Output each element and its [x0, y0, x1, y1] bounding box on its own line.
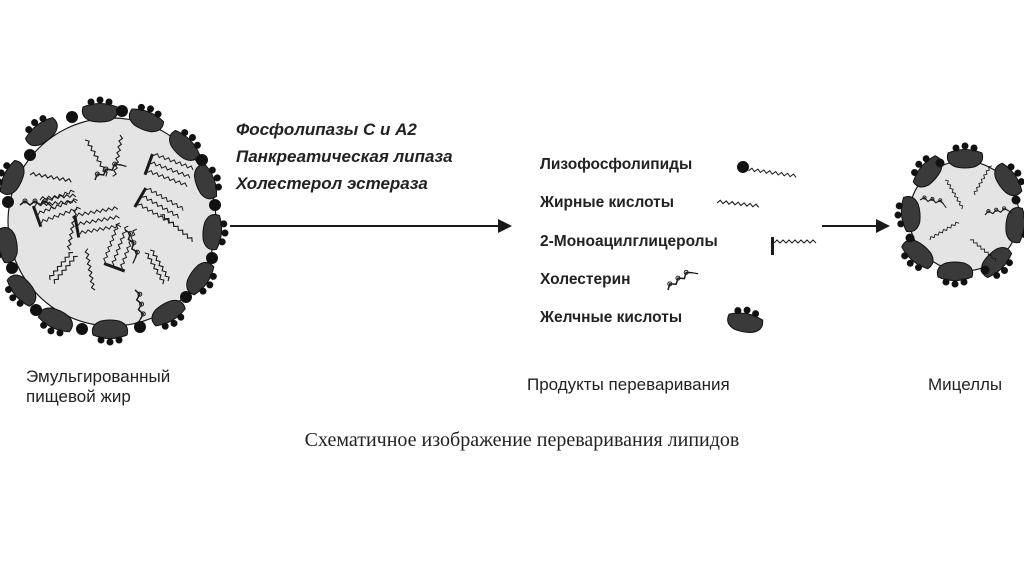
enzyme-cholesterol-esterase: Холестерол эстераза [236, 174, 428, 193]
monoacylglycerol-icon [771, 237, 816, 255]
product-lysophospholipids: Лизофосфолипиды [540, 156, 693, 173]
product-cholesterol: Холестерин [540, 271, 631, 288]
cholesterol-icon [665, 266, 699, 294]
bile-acid-icon [726, 304, 765, 335]
lysophospholipid-icon [736, 160, 797, 180]
digestion-arrow [230, 219, 512, 233]
micelle [893, 143, 1024, 288]
enzyme-list [236, 116, 536, 197]
emulsified-fat-droplet [0, 97, 230, 346]
figure-caption: Схематичное изображение переваривания липидов [304, 429, 740, 451]
product-bile-acids: Желчные кислоты [540, 309, 683, 326]
enzyme-phospholipases: Фосфолипазы С и А2 [236, 120, 417, 139]
micelles-label: Мицеллы [928, 375, 1003, 394]
product-monoacylglycerols: 2-Моноацилглицеролы [540, 233, 718, 250]
enzyme-pancreatic-lipase: Панкреатическая липаза [236, 147, 453, 166]
fatty-acid-icon [717, 200, 759, 207]
micelle-formation-arrow [822, 219, 890, 233]
digestion-products-label: Продукты переваривания [527, 375, 730, 394]
emulsified-fat-label: Эмульгированный пищевой жир [26, 367, 171, 406]
product-fatty-acids: Жирные кислоты [540, 194, 674, 211]
